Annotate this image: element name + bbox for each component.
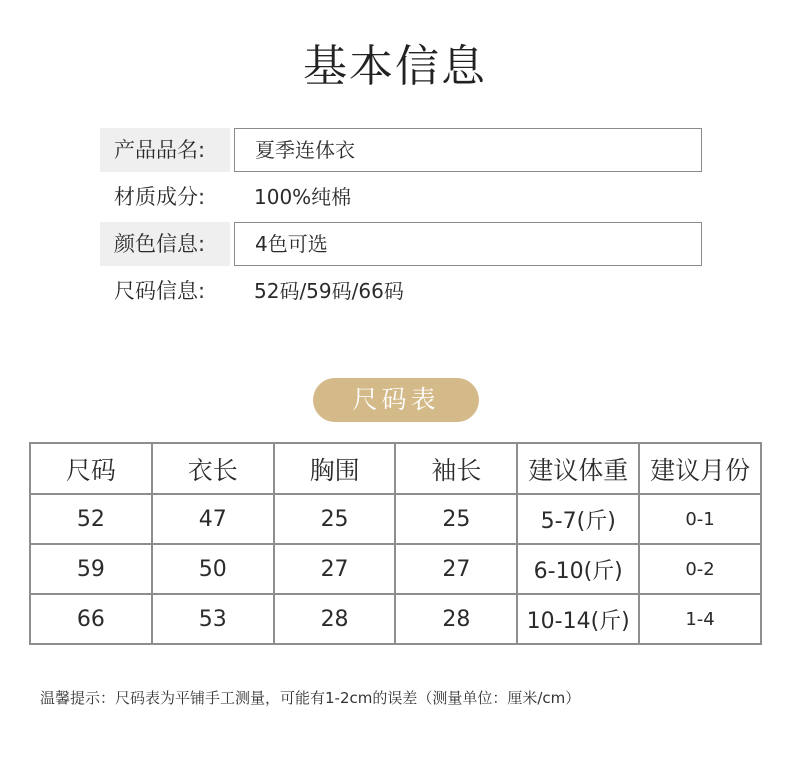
table-cell: 6-10(斤): [517, 544, 639, 594]
page-title: 基本信息: [303, 41, 487, 92]
table-cell: 47: [152, 494, 274, 544]
table-header-row: [30, 443, 761, 494]
table-row: [30, 544, 761, 594]
table-cell: 50: [152, 544, 274, 594]
info-label: 尺码信息:: [114, 279, 206, 303]
info-label: 材质成分:: [114, 185, 206, 209]
footnote: 温馨提示：尺码表为平铺手工测量，可能有1-2cm的误差（测量单位：厘米/cm）: [40, 689, 581, 707]
info-row-material: [100, 175, 704, 219]
info-value: 52码/59码/66码: [254, 279, 404, 303]
table-cell: 25: [274, 494, 396, 544]
table-header-cell: 建议体重: [517, 443, 639, 494]
table-cell: 59: [30, 544, 152, 594]
info-label: 产品品名:: [100, 128, 230, 172]
info-row-size: [100, 269, 704, 313]
table-cell: 5-7(斤): [517, 494, 639, 544]
table-header-cell: 衣长: [152, 443, 274, 494]
table-cell: 28: [395, 594, 517, 644]
info-value: 4色可选: [234, 222, 702, 266]
size-table: [29, 442, 762, 645]
info-label: 颜色信息:: [100, 222, 230, 266]
table-row: [30, 594, 761, 644]
table-cell: 1-4: [639, 594, 761, 644]
table-header-cell: 胸围: [274, 443, 396, 494]
info-row-product-name: [100, 128, 704, 172]
size-chart-badge: 尺码表: [313, 378, 479, 422]
table-cell: 10-14(斤): [517, 594, 639, 644]
table-cell: 52: [30, 494, 152, 544]
table-cell: 0-1: [639, 494, 761, 544]
table-row: [30, 494, 761, 544]
table-header-cell: 袖长: [395, 443, 517, 494]
table-cell: 0-2: [639, 544, 761, 594]
table-cell: 66: [30, 594, 152, 644]
info-value: 100%纯棉: [254, 185, 352, 209]
table-header-cell: 尺码: [30, 443, 152, 494]
table-cell: 28: [274, 594, 396, 644]
table-header-cell: 建议月份: [639, 443, 761, 494]
table-cell: 27: [395, 544, 517, 594]
table-cell: 53: [152, 594, 274, 644]
info-row-color: [100, 222, 704, 266]
table-cell: 27: [274, 544, 396, 594]
table-cell: 25: [395, 494, 517, 544]
info-value: 夏季连体衣: [234, 128, 702, 172]
